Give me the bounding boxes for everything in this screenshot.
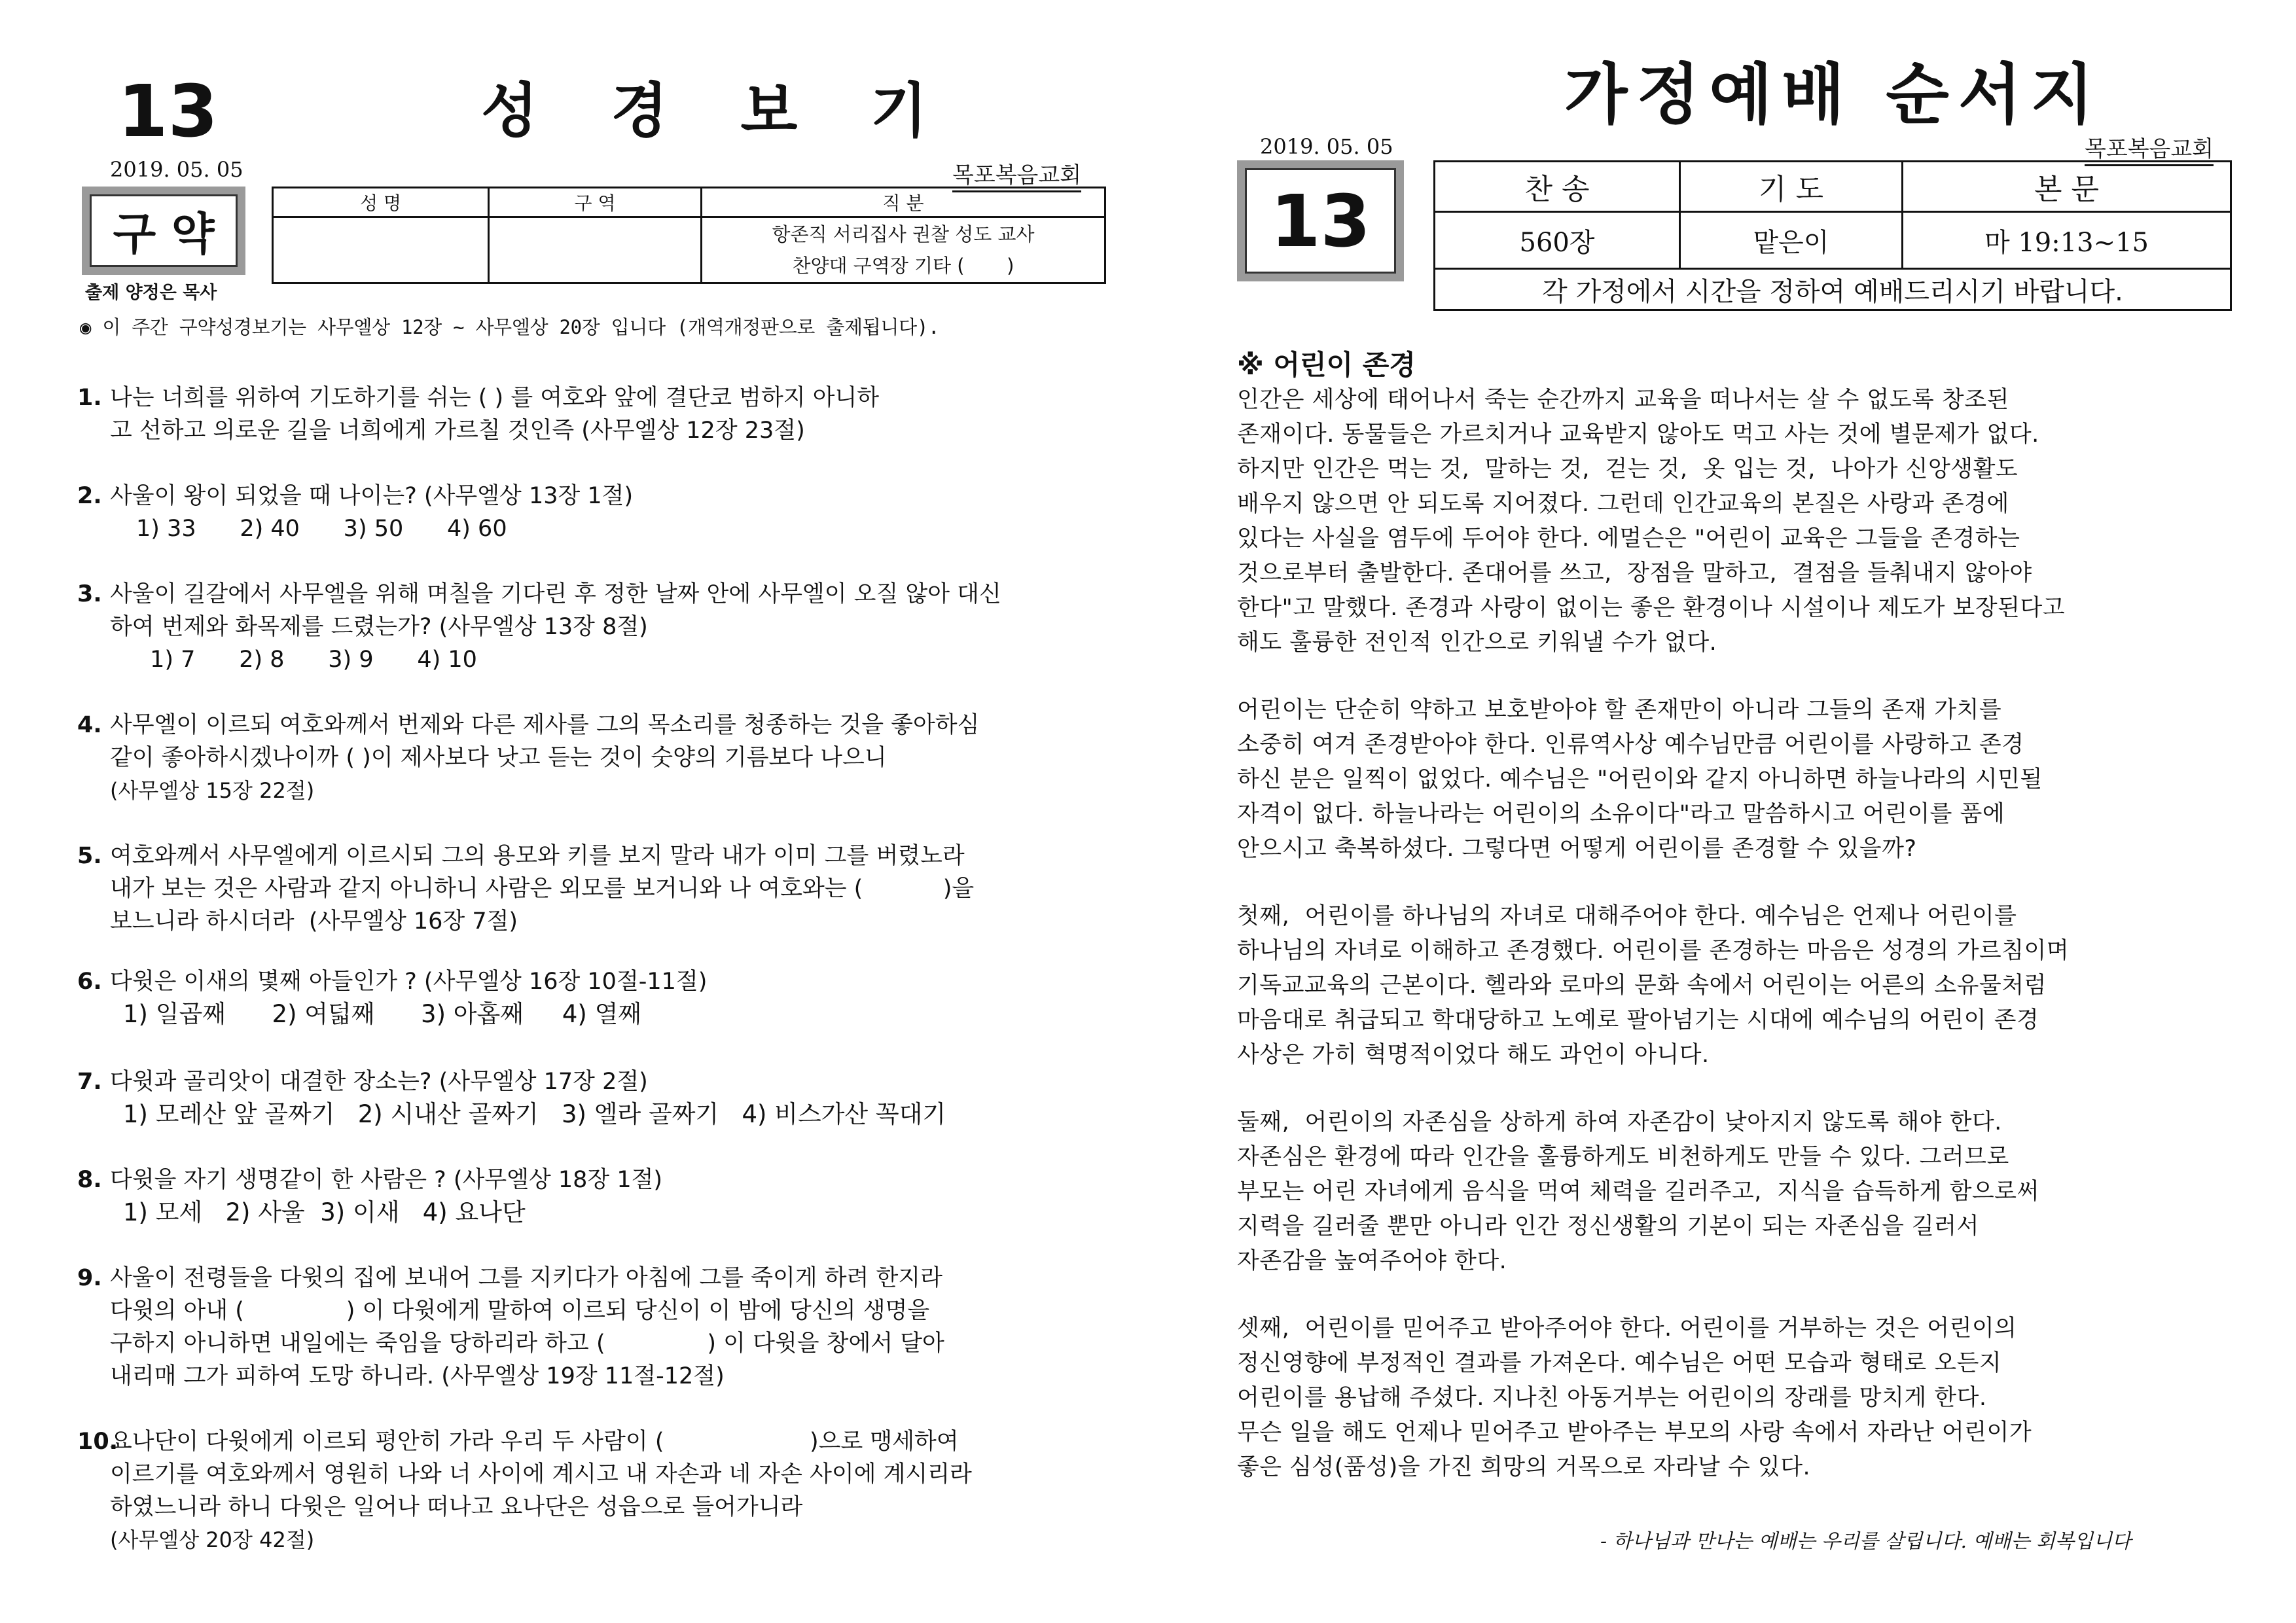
question-line: 구하지 아니하면 내일에는 죽임을 당하리라 하고 ( ) 이 다윗을 창에서 달아 <box>110 1330 944 1357</box>
paragraph-line: 안으시고 축복하셨다. 그렇다면 어떻게 어린이를 존경할 수 있을까? <box>1237 836 1917 862</box>
role-options-line2: 찬양대 구역장 기타 ( ) <box>792 255 1014 277</box>
question-number: 4. <box>77 712 102 738</box>
question-number: 5. <box>77 843 102 869</box>
question-line: 하여 번제와 화목제를 드렸는가? (사무엘상 13장 8절) <box>110 614 648 640</box>
right-page-number: 13 <box>1245 168 1396 274</box>
question-line: 여호와께서 사무엘에게 이르시되 그의 용모와 키를 보지 말라 내가 이미 그를 버렸노라 <box>110 843 965 869</box>
worship-note: 각 가정에서 시간을 정하여 예배드리시기 바랍니다. <box>1435 269 2231 310</box>
question-line: 다윗과 골리앗이 대결한 장소는? (사무엘상 17장 2절) <box>110 1069 648 1095</box>
question-line: (사무엘상 20장 42절) <box>110 1527 315 1552</box>
question-2 <box>77 480 1111 545</box>
question-line: 보느니라 하시더라 (사무엘상 16장 7절) <box>110 908 518 935</box>
paragraph-line: 사상은 가히 혁명적이었다 해도 과언이 아니다. <box>1237 1042 1710 1068</box>
question-line: 사울이 왕이 되었을 때 나이는? (사무엘상 13장 1절) <box>110 483 634 509</box>
paragraph-line: 어린이는 단순히 약하고 보호받아야 할 존재만이 아니라 그들의 존재 가치를 <box>1237 697 2002 723</box>
prayer-value: 맡은이 <box>1680 212 1903 269</box>
paragraph-line: 어린이를 용납해 주셨다. 지나친 아동거부는 어린이의 장래를 망치게 한다. <box>1237 1385 1987 1411</box>
left-notice: ◉ 이 주간 구약성경보기는 사무엘상 12장 ~ 사무엘상 20장 입니다 (개역개정판으로 출제됩니다). <box>80 316 940 338</box>
paragraph-line: 배우지 않으면 안 되도록 지어졌다. 그런데 인간교육의 본질은 사랑과 존경에 <box>1237 491 2009 517</box>
question-1 <box>77 382 1111 447</box>
question-line: 사무엘이 이르되 여호와께서 번제와 다른 제사를 그의 목소리를 청종하는 것을 좋아하심 <box>110 712 980 738</box>
question-number: 3. <box>77 581 102 607</box>
paragraph-line: 셋째, 어린이를 믿어주고 받아주어야 한다. 어린이를 거부하는 것은 어린이의 <box>1237 1315 2017 1342</box>
question-line: 다윗을 자기 생명같이 한 사람은 ? (사무엘상 18장 1절) <box>110 1167 663 1193</box>
paragraph-line: 자존감을 높여주어야 한다. <box>1237 1248 1507 1274</box>
question-8 <box>77 1164 1111 1229</box>
left-date: 2019. 05. 05 <box>110 157 243 182</box>
question-line: (사무엘상 15장 22절) <box>110 778 315 803</box>
question-line: 사울이 전령들을 다윗의 집에 보내어 그를 지키다가 아침에 그를 죽이게 하려 한지라 <box>110 1265 942 1291</box>
paragraph-5 <box>1237 1311 2232 1485</box>
name-field[interactable] <box>273 217 489 283</box>
district-field[interactable] <box>489 217 702 283</box>
question-9 <box>77 1262 1111 1393</box>
paragraph-2 <box>1237 693 2232 866</box>
closing-motto: - 하나님과 만나는 예배는 우리를 살립니다. 예배는 회복입니다 <box>1600 1530 2131 1553</box>
article-heading: ※ 어린이 존경 <box>1237 349 1416 381</box>
question-options: 1) 7 2) 8 3) 9 4) 10 <box>143 647 477 673</box>
question-line: 요나단이 다윗에게 이르되 평안히 가라 우리 두 사람이 ( )으로 맹세하여 <box>110 1429 959 1455</box>
paragraph-line: 첫째, 어린이를 하나님의 자녀로 대해주어야 한다. 예수님은 언제나 어린이를 <box>1237 903 2017 929</box>
paragraph-line: 자격이 없다. 하늘나라는 어린이의 소유이다"라고 말씀하시고 어린이를 품에 <box>1237 801 2005 827</box>
question-6 <box>77 965 1111 1031</box>
question-number: 10. <box>77 1429 118 1455</box>
question-options: 1) 모세 2) 사울 3) 이새 4) 요나단 <box>123 1198 526 1226</box>
paragraph-line: 마음대로 취급되고 학대당하고 노예로 팔아넘기는 시대에 예수님의 어린이 존경 <box>1237 1007 2039 1033</box>
question-line: 하였느니라 하니 다윗은 일어나 떠나고 요나단은 성읍으로 들어가니라 <box>110 1494 803 1520</box>
paragraph-line: 정신영향에 부정적인 결과를 가져온다. 예수님은 어떤 모습과 형태로 오든지 <box>1237 1350 2002 1376</box>
paragraph-3 <box>1237 899 2232 1073</box>
left-section-label: 구 약 <box>90 194 238 267</box>
question-number: 9. <box>77 1265 102 1291</box>
paragraph-line: 해도 훌륭한 전인적 인간으로 키워낼 수가 없다. <box>1237 630 1717 656</box>
paragraph-line: 한다"고 말했다. 존경과 사랑이 없이는 좋은 환경이나 시설이나 제도가 보장된다고 <box>1237 595 2066 621</box>
question-7 <box>77 1065 1111 1131</box>
right-date: 2019. 05. 05 <box>1260 134 1393 159</box>
paragraph-line: 인간은 세상에 태어나서 죽는 순간까지 교육을 떠나서는 살 수 없도록 창조된 <box>1237 387 2009 413</box>
question-number: 8. <box>77 1167 102 1193</box>
question-5 <box>77 840 1111 938</box>
paragraph-line: 하나님의 자녀로 이해하고 존경했다. 어린이를 존경하는 마음은 성경의 가르침이며 <box>1237 938 2070 964</box>
header-district: 구 역 <box>489 188 702 217</box>
question-line: 다윗의 아내 ( ) 이 다윗에게 말하여 이르되 당신이 이 밤에 당신의 생명을 <box>110 1298 930 1324</box>
role-options-line1: 항존직 서리집사 권찰 성도 교사 <box>772 223 1035 245</box>
hymn-value: 560장 <box>1435 212 1680 269</box>
article-body <box>1237 383 2232 1485</box>
paragraph-line: 좋은 심성(품성)을 가진 희망의 거목으로 자라날 수 있다. <box>1237 1454 1811 1480</box>
paragraph-line: 하지만 인간은 먹는 것, 말하는 것, 걷는 것, 옷 입는 것, 나아가 신앙생활도 <box>1237 456 2018 482</box>
paragraph-line: 기독교교육의 근본이다. 헬라와 로마의 문화 속에서 어린이는 어른의 소유물처럼 <box>1237 972 2047 999</box>
paragraph-line: 자존심은 환경에 따라 인간을 훌륭하게도 비천하게도 만들 수 있다. 그러므로 <box>1237 1144 2009 1170</box>
paragraph-line: 무슨 일을 해도 언제나 믿어주고 받아주는 부모의 사랑 속에서 자라난 어린이가 <box>1237 1419 2032 1446</box>
question-line: 이르기를 여호와께서 영원히 나와 너 사이에 계시고 내 자손과 네 자손 사이에 계시리라 <box>110 1461 972 1488</box>
paragraph-4 <box>1237 1105 2232 1279</box>
left-church-name: 목포복음교회 <box>952 157 1081 192</box>
paragraph-line: 지력을 길러줄 뿐만 아니라 인간 정신생활의 기본이 되는 자존심을 길러서 <box>1237 1213 1979 1240</box>
left-section-box <box>82 187 245 275</box>
question-line: 고 선하고 의로운 길을 너희에게 가르칠 것인즉 (사무엘상 12장 23절) <box>110 418 805 444</box>
question-line: 다윗은 이새의 몇째 아들인가 ? (사무엘상 16장 10절-11절) <box>110 969 708 995</box>
question-options: 1) 일곱째 2) 여덟째 3) 아홉째 4) 열째 <box>123 1000 642 1028</box>
question-line: 같이 좋아하시겠나이까 ( )이 제사보다 낫고 듣는 것이 숫양의 기름보다 나으니 <box>110 745 887 771</box>
right-church-name: 목포복음교회 <box>2085 131 2214 166</box>
header-name: 성 명 <box>273 188 489 217</box>
left-info-table <box>272 187 1106 284</box>
scripture-value: 마 19:13~15 <box>1903 212 2231 269</box>
question-10 <box>77 1425 1111 1556</box>
question-4 <box>77 709 1111 807</box>
paragraph-line: 것으로부터 출발한다. 존대어를 쓰고, 장점을 말하고, 결점을 들춰내지 않아야 <box>1237 560 2032 586</box>
paragraph-1 <box>1237 383 2232 660</box>
header-role: 직 분 <box>702 188 1105 217</box>
worship-order-table <box>1433 160 2232 311</box>
left-page-number: 13 <box>118 69 219 153</box>
paragraph-line: 하신 분은 일찍이 없었다. 예수님은 "어린이와 같지 아니하면 하늘나라의 시민될 <box>1237 766 2043 793</box>
question-line: 나는 너희를 위하여 기도하기를 쉬는 ( ) 를 여호와 앞에 결단코 범하지 아니하 <box>110 385 880 411</box>
right-number-box <box>1237 160 1404 281</box>
left-title: 성 경 보 기 <box>481 77 954 145</box>
paragraph-line: 부모는 어린 자녀에게 음식을 먹여 체력을 길러주고, 지식을 습득하게 함으로써 <box>1237 1179 2039 1205</box>
question-number: 6. <box>77 969 102 995</box>
question-line: 사울이 길갈에서 사무엘을 위해 며칠을 기다린 후 정한 날짜 안에 사무엘이 오질 않아 대신 <box>110 581 1001 607</box>
paragraph-line: 소중히 여겨 존경받아야 한다. 인류역사상 예수님만큼 어린이를 사랑하고 존경 <box>1237 732 2024 758</box>
question-number: 1. <box>77 385 102 411</box>
header-hymn: 찬 송 <box>1435 162 1680 212</box>
question-3 <box>77 578 1111 676</box>
question-line: 내가 보는 것은 사람과 같지 아니하니 사람은 외모를 보거니와 나 여호와는 ( )을 <box>110 876 975 902</box>
paragraph-line: 존재이다. 동물들은 가르치거나 교육받지 않아도 먹고 사는 것에 별문제가 없다. <box>1237 421 2039 448</box>
right-title: 가정예배 순서지 <box>1564 56 2104 133</box>
question-options: 1) 33 2) 40 3) 50 4) 60 <box>136 516 507 542</box>
left-author: 출제 양정은 목사 <box>85 283 217 303</box>
question-line: 내리매 그가 피하여 도망 하니라. (사무엘상 19장 11절-12절) <box>110 1363 725 1389</box>
header-scripture: 본 문 <box>1903 162 2231 212</box>
question-options: 1) 모레산 앞 골짜기 2) 시내산 골짜기 3) 엘라 골짜기 4) 비스가산 꼭대기 <box>123 1100 946 1128</box>
question-number: 2. <box>77 483 102 509</box>
paragraph-line: 있다는 사실을 염두에 두어야 한다. 에멀슨은 "어린이 교육은 그들을 존경하는 <box>1237 526 2020 552</box>
paragraph-line: 둘째, 어린이의 자존심을 상하게 하여 자존감이 낮아지지 않도록 해야 한다. <box>1237 1109 2002 1135</box>
header-prayer: 기 도 <box>1680 162 1903 212</box>
question-number: 7. <box>77 1069 102 1095</box>
